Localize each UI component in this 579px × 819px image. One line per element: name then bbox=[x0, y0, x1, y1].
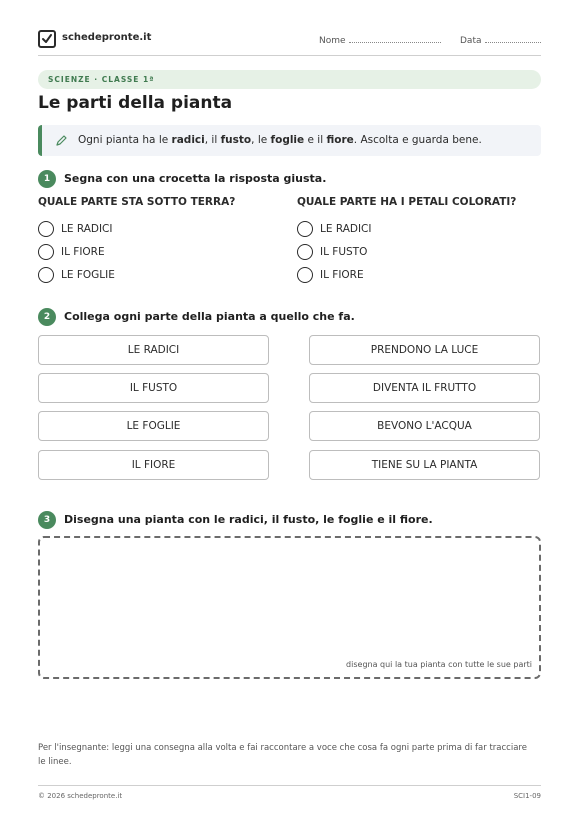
checkbox-logo-icon bbox=[38, 30, 56, 48]
question-1: QUALE PARTE STA SOTTO TERRA? bbox=[38, 196, 236, 208]
exercise-number: 3 bbox=[38, 511, 56, 529]
exercise-number: 1 bbox=[38, 170, 56, 188]
page-title: Le parti della pianta bbox=[38, 93, 233, 113]
page-footer bbox=[38, 785, 541, 800]
site-name: schedepronte.it bbox=[62, 32, 152, 43]
teacher-note: Per l'insegnante: leggi una consegna alla volta e fai raccontare a voce che cosa fa ogni parte prima di far tracciare le linee. bbox=[38, 743, 527, 767]
function-box[interactable]: DIVENTA IL FRUTTO bbox=[309, 373, 540, 403]
subject-badge: SCIENZE · CLASSE 1ª bbox=[38, 70, 541, 89]
date-field[interactable] bbox=[460, 34, 541, 46]
name-label: Nome bbox=[319, 36, 346, 46]
question-2: QUALE PARTE HA I PETALI COLORATI? bbox=[297, 196, 517, 208]
name-field[interactable] bbox=[319, 34, 441, 46]
intro-box bbox=[38, 125, 541, 156]
answer-circle[interactable] bbox=[297, 221, 313, 237]
pencil-icon bbox=[56, 135, 67, 146]
plant-part-box[interactable]: IL FUSTO bbox=[38, 373, 269, 403]
plant-part-box[interactable]: IL FIORE bbox=[38, 450, 269, 480]
plant-part-box[interactable]: LE FOGLIE bbox=[38, 411, 269, 441]
answer-circle[interactable] bbox=[297, 267, 313, 283]
exercise-instruction: Segna con una crocetta la risposta giusta. bbox=[64, 172, 327, 185]
date-label: Data bbox=[460, 36, 482, 46]
drawing-area[interactable] bbox=[38, 536, 541, 679]
answer-circle[interactable] bbox=[38, 267, 54, 283]
exercise-number: 2 bbox=[38, 308, 56, 326]
answer-circle[interactable] bbox=[38, 221, 54, 237]
function-box[interactable]: TIENE SU LA PIANTA bbox=[309, 450, 540, 480]
exercise-instruction: Disegna una pianta con le radici, il fusto, le foglie e il fiore. bbox=[64, 513, 433, 526]
sheet-code: SCI1-09 bbox=[513, 792, 541, 800]
function-box[interactable]: BEVONO L'ACQUA bbox=[309, 411, 540, 441]
exercise-instruction: Collega ogni parte della pianta a quello che fa. bbox=[64, 310, 355, 323]
answer-circle[interactable] bbox=[38, 244, 54, 260]
answer-circle[interactable] bbox=[297, 244, 313, 260]
copyright: © 2026 schedepronte.it bbox=[38, 792, 123, 800]
page-header bbox=[38, 30, 541, 56]
drawing-hint: disegna qui la tua pianta con tutte le sue parti bbox=[346, 660, 532, 669]
intro-text: Ogni pianta ha le radici, il fusto, le foglie e il fiore. Ascolta e guarda bene. bbox=[78, 134, 482, 146]
plant-part-box[interactable]: LE RADICI bbox=[38, 335, 269, 365]
function-box[interactable]: PRENDONO LA LUCE bbox=[309, 335, 540, 365]
worksheet-page: schedepronte.it Nome Data SCIENZE · CLASSE 1ª Le parti della pianta Ogni pianta ha le radici, il fusto, le foglie e il fiore. Ascolta e guarda bene. 1 Segna con una crocetta la risposta giusta. QUALE PARTE STA SOTTO TERRA? LE RADICI IL FIORE LE FOGLIE QUALE PARTE HA I PETALI COLORATI? LE RADICI IL FUSTO IL FIORE 2 Collega ogni parte della pianta a quello che fa. LE RADICI IL FUSTO LE FOGLIE IL FIORE PRENDONO LA LUCE DIVENTA IL FRUTTO BEVONO L'ACQUA TIENE SU LA PIANTA 3 Disegna una pianta con le radici, il fusto, le foglie e il fiore. disegna qui la tua pianta con tutte le sue parti Per l'insegnante: leggi una consegna alla volta e fai raccontare a voce che cosa fa ogni parte prima di far tracciare le linee. © 2026 schedepronte.it SCI1-09 bbox=[38, 32, 541, 800]
